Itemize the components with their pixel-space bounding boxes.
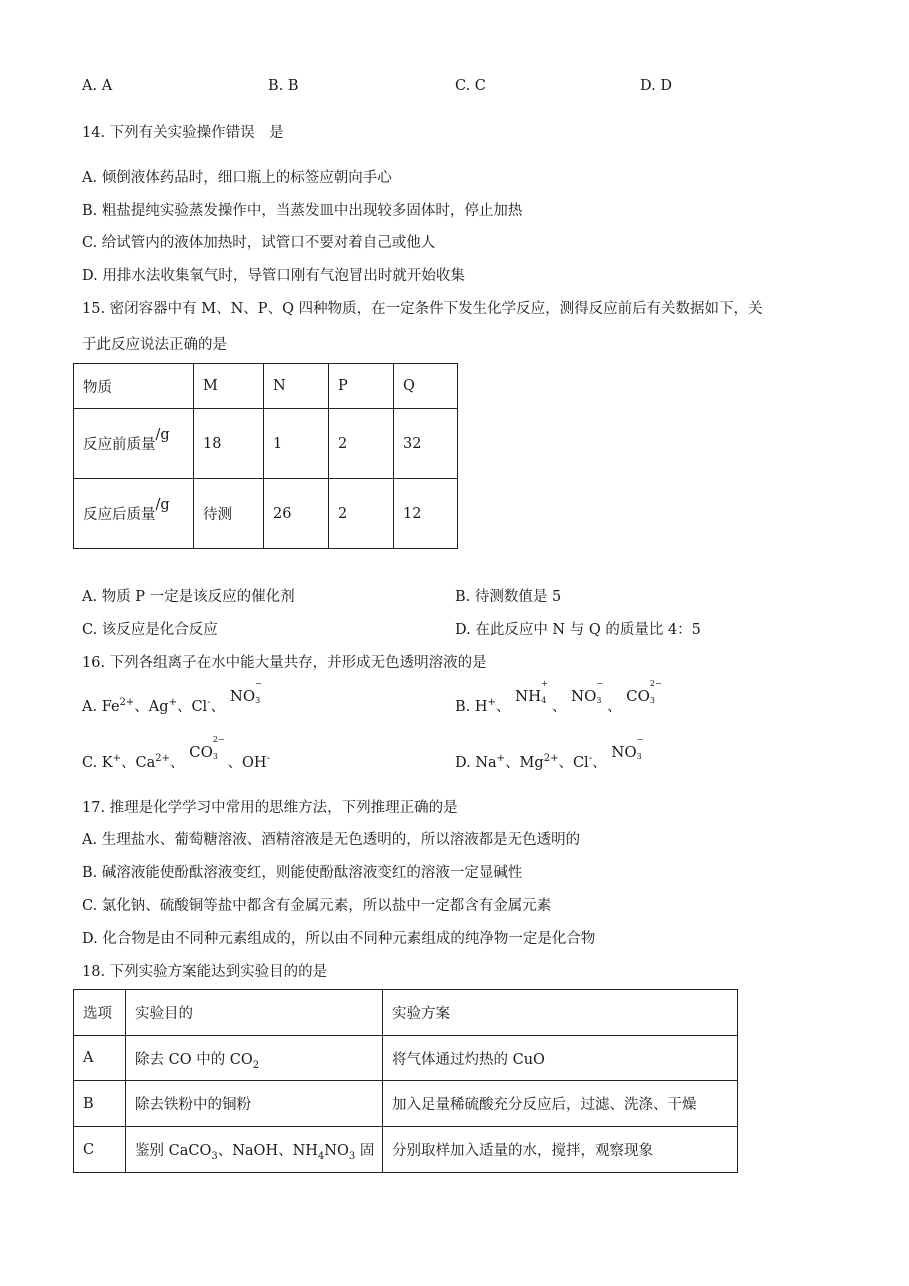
q18-experiment-table [73, 989, 738, 1173]
q13-option-a: A. A [82, 78, 113, 94]
q15-header-cell: P [329, 364, 394, 409]
q15-cell: 26 [264, 479, 329, 549]
ammonium-ion: NH + 4 [515, 679, 548, 705]
nitrate-ion: NO − 3 [570, 679, 604, 705]
q18-row-c [74, 1127, 738, 1173]
q14-stem: 14. 下列有关实验操作错误 是 [82, 125, 284, 141]
q18-cell: 除去铁粉中的铜粉 [126, 1081, 383, 1127]
nitrate-ion: NO − 3 [229, 679, 262, 705]
q15-cell: 32 [394, 409, 458, 479]
q13-option-d: D. D [640, 78, 672, 94]
q15-row-after [74, 479, 458, 549]
q15-header-row [74, 364, 458, 409]
q14-option-c: C. 给试管内的液体加热时，试管口不要对着自己或他人 [82, 235, 436, 251]
q17-option-b: B. 碱溶液能使酚酞溶液变红，则能使酚酞溶液变红的溶液一定显碱性 [82, 865, 523, 881]
q14-option-b: B. 粗盐提纯实验蒸发操作中，当蒸发皿中出现较多固体时，停止加热 [82, 203, 523, 219]
q17-option-a: A. 生理盐水、葡萄糖溶液、酒精溶液是无色透明的，所以溶液都是无色透明的 [82, 832, 581, 848]
q18-row-b [74, 1081, 738, 1127]
q15-mass-table [73, 363, 458, 549]
q18-header-cell: 实验方案 [383, 990, 738, 1036]
q15-row-label: 反应前质量/g [74, 409, 194, 479]
q18-cell: B [74, 1081, 126, 1127]
q13-option-c: C. C [455, 78, 486, 94]
q18-row-a [74, 1036, 738, 1081]
q18-cell: A [74, 1036, 126, 1081]
q18-cell: 分别取样加入适量的水，搅拌，观察现象 [383, 1127, 738, 1173]
q15-header-cell: 物质 [74, 364, 194, 409]
q18-cell: 除去 CO 中的 $CO_2$ [126, 1036, 383, 1081]
q18-header-cell: 实验目的 [126, 990, 383, 1036]
q15-option-a: A. 物质 P 一定是该反应的催化剂 [82, 589, 295, 605]
q15-header-cell: Q [394, 364, 458, 409]
q18-stem: 18. 下列实验方案能达到实验目的的是 [82, 964, 328, 980]
q15-option-c: C. 该反应是化合反应 [82, 622, 218, 638]
q16-option-c: C. K+、$Ca^{2+}$、 CO 2− 3 、OH- [82, 735, 270, 771]
q15-row-before [74, 409, 458, 479]
q15-cell: 12 [394, 479, 458, 549]
q15-cell: 18 [194, 409, 264, 479]
unit-label: /g [155, 497, 170, 513]
q15-cell: 2 [329, 479, 394, 549]
unit-label: /g [155, 427, 170, 443]
q15-stem-line1: 15. 密闭容器中有 M、N、P、Q 四种物质，在一定条件下发生化学反应，测得反应前后有关数据如下，关 [82, 301, 763, 317]
q15-cell: 1 [264, 409, 329, 479]
q15-cell: 2 [329, 409, 394, 479]
q16-option-a: A. $Fe^{2+}$、Ag+、Cl-、 NO − 3 [82, 679, 262, 715]
q15-option-b: B. 待测数值是 5 [455, 589, 562, 605]
q16-option-d: D. Na+、$Mg^{2+}$、Cl-、 NO − 3 [455, 735, 644, 771]
q18-header-cell: 选项 [74, 990, 126, 1036]
q14-option-a: A. 倾倒液体药品时，细口瓶上的标签应朝向手心 [82, 170, 392, 186]
q16-option-b: B. H+、 NH + 4 、 NO − 3 、 CO 2− 3 [455, 679, 662, 715]
q15-header-cell: N [264, 364, 329, 409]
q17-stem: 17. 推理是化学学习中常用的思维方法，下列推理正确的是 [82, 800, 458, 816]
q16-stem: 16. 下列各组离子在水中能大量共存，并形成无色透明溶液的是 [82, 655, 487, 671]
q17-option-d: D. 化合物是由不同种元素组成的，所以由不同种元素组成的纯净物一定是化合物 [82, 931, 596, 947]
q17-option-c: C. 氯化钠、硫酸铜等盐中都含有金属元素，所以盐中一定都含有金属元素 [82, 898, 552, 914]
q18-cell: 加入足量稀硫酸充分反应后，过滤、洗涤、干燥 [383, 1081, 738, 1127]
q18-cell: 鉴别 CaCO$_3$、NaOH、$NH_4NO_3$ 固 [126, 1127, 383, 1173]
q15-header-cell: M [194, 364, 264, 409]
carbonate-ion: CO 2− 3 [189, 735, 225, 761]
q15-stem-line2: 于此反应说法正确的是 [82, 337, 227, 353]
q18-cell: C [74, 1127, 126, 1173]
carbonate-ion: CO 2− 3 [626, 679, 662, 705]
q15-cell: 待测 [194, 479, 264, 549]
q18-header-row [74, 990, 738, 1036]
q15-row-label: 反应后质量/g [74, 479, 194, 549]
q13-option-b: B. B [268, 78, 299, 94]
nitrate-ion: NO − 3 [611, 735, 644, 761]
q14-option-d: D. 用排水法收集氧气时，导管口刚有气泡冒出时就开始收集 [82, 268, 465, 284]
q15-option-d: D. 在此反应中 N 与 Q 的质量比 4：5 [455, 622, 701, 638]
q18-cell: 将气体通过灼热的 CuO [383, 1036, 738, 1081]
